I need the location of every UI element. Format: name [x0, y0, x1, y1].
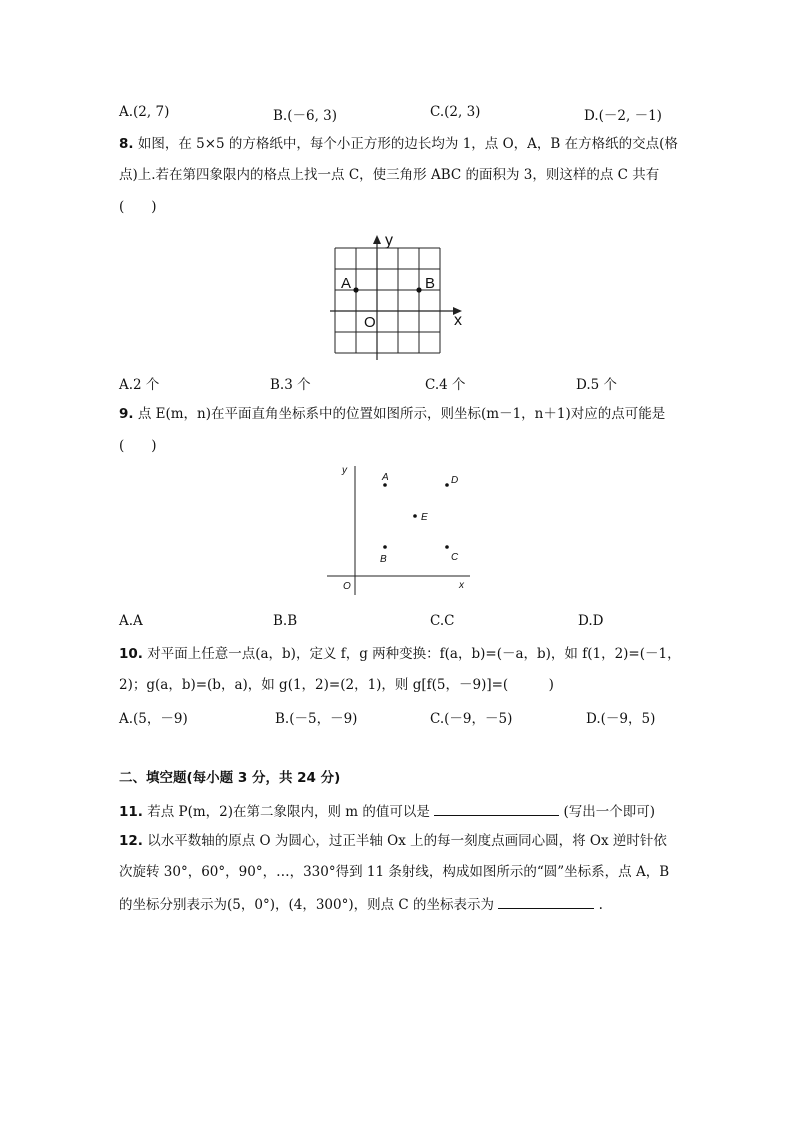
- q10-text-line2: 2)；g(a，b)=(b，a)，如 g(1，2)=(2，1)，则 g[f(5，－9)]=( ): [119, 677, 554, 693]
- q12-text-line3-after: .: [598, 897, 603, 913]
- q9-point-a: [383, 483, 387, 487]
- q10-line1: [119, 645, 681, 663]
- q10-number: 10.: [119, 646, 143, 662]
- q12-text-line2: 次旋转 30°，60°，90°，…，330°得到 11 条射线，构成如图所示的“圆”坐标系，点 A，B: [119, 864, 670, 880]
- q12-text-line1: 以水平数轴的原点 O 为圆心，过正半轴 Ox 上的每一刻度点画同心圆，将 Ox 逆时针依: [147, 833, 667, 849]
- q8-y-label: y: [385, 232, 393, 249]
- q11-text-before: 若点 P(m，2)在第二象限内，则 m 的值可以是: [147, 804, 430, 820]
- q9-y-label: y: [342, 465, 347, 476]
- q8-b-label: B: [425, 275, 436, 292]
- q9-o-label: O: [343, 581, 351, 592]
- q9-x-label: x: [459, 580, 464, 591]
- q11-line: [119, 801, 655, 821]
- q9-point-c: [445, 545, 449, 549]
- q9-point-e: [413, 514, 417, 518]
- q9-b-label: B: [380, 554, 387, 565]
- q8-line1: [119, 135, 678, 153]
- q8-number: 8.: [119, 136, 134, 152]
- q11-answer-blank[interactable]: [434, 801, 559, 816]
- q8-paren: ( ): [119, 199, 157, 215]
- q9-paren: ( ): [119, 438, 157, 454]
- q10-text-line1: 对平面上任意一点(a，b)，定义 f，g 两种变换：f(a，b)=(－a，b)，如 f(1，2)=(－1，: [147, 646, 681, 662]
- q7-option-a: A.(2, 7): [119, 104, 170, 120]
- q7-option-b: B.(－6, 3): [273, 108, 338, 124]
- q9-option-a: A.A: [119, 613, 143, 629]
- q9-option-c: C.C: [430, 613, 455, 629]
- q9-point-b: [383, 545, 387, 549]
- q9-a-label: A: [382, 472, 389, 483]
- q8-a-label: A: [341, 275, 352, 292]
- q9-e-label: E: [421, 512, 428, 523]
- q12-number: 12.: [119, 833, 143, 849]
- q9-c-label: C: [451, 552, 459, 563]
- q8-point-b: [416, 287, 421, 292]
- q7-option-c: C.(2, 3): [430, 104, 481, 120]
- q9-option-b: B.B: [273, 613, 298, 629]
- q9-line1: [119, 405, 665, 423]
- q8-y-arrow-icon: [373, 235, 381, 244]
- q8-text-line2: 点)上.若在第四象限内的格点上找一点 C，使三角形 ABC 的面积为 3，则这样的点 C 共有: [119, 167, 660, 183]
- q8-o-label: O: [364, 314, 376, 331]
- q8-x-label: x: [454, 312, 462, 329]
- q12-answer-blank[interactable]: [498, 894, 594, 909]
- q9-coordinate-figure: [325, 462, 475, 597]
- q10-option-a: A.(5，－9): [119, 711, 188, 727]
- q12-text-line3-before: 的坐标分别表示为(5，0°)，(4，300°)，则点 C 的坐标表示为: [119, 897, 495, 913]
- q8-option-b: B.3 个: [270, 377, 311, 393]
- q9-d-label: D: [451, 475, 459, 486]
- q7-option-d: D.(－2, －1): [584, 108, 662, 124]
- section2-title: 二、填空题(每小题 3 分，共 24 分): [119, 770, 341, 786]
- q8-option-d: D.5 个: [576, 377, 618, 393]
- q10-option-d: D.(－9，5): [586, 711, 656, 727]
- q12-line1: [119, 832, 667, 850]
- q10-option-c: C.(－9，－5): [430, 711, 513, 727]
- q8-option-a: A.2 个: [119, 377, 160, 393]
- q11-number: 11.: [119, 804, 143, 820]
- q11-text-after: (写出一个即可): [563, 804, 656, 820]
- q8-point-a: [353, 287, 358, 292]
- q9-number: 9.: [119, 406, 134, 422]
- q8-text-line1: 如图，在 5×5 的方格纸中，每个小正方形的边长均为 1，点 O，A，B 在方格纸的交点(格: [137, 136, 678, 152]
- q10-option-b: B.(－5，－9): [275, 711, 358, 727]
- q9-text-line1: 点 E(m，n)在平面直角坐标系中的位置如图所示，则坐标(m－1，n＋1)对应的点可能是: [137, 406, 666, 422]
- q8-grid-figure: [325, 228, 470, 360]
- q9-point-d: [445, 483, 449, 487]
- q12-line3: [119, 894, 603, 914]
- q9-option-d: D.D: [578, 613, 604, 629]
- q8-option-c: C.4 个: [425, 377, 466, 393]
